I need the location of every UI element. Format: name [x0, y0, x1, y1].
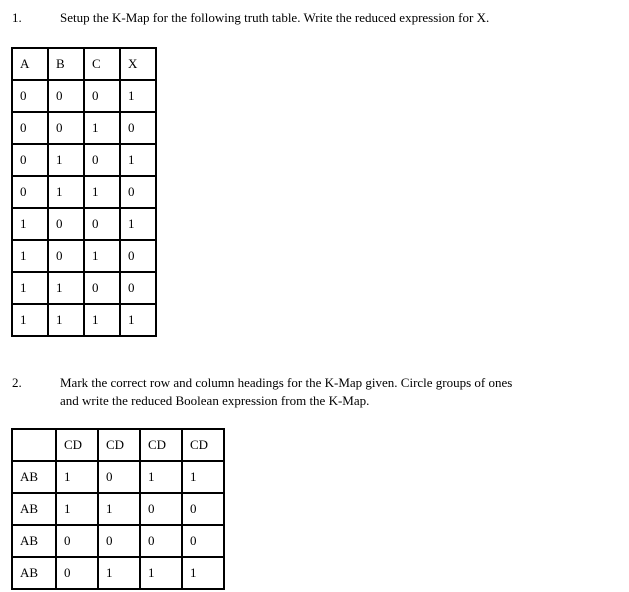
kmap-col-header: CD [98, 429, 140, 461]
truth-cell: 0 [48, 240, 84, 272]
truth-table-row [12, 240, 156, 272]
truth-cell: 0 [120, 112, 156, 144]
truth-header-c: C [84, 48, 120, 80]
kmap-cell: 1 [182, 461, 224, 493]
truth-cell: 1 [12, 304, 48, 336]
kmap-cell: 0 [98, 525, 140, 557]
question-2-line-1: Mark the correct row and column headings for the K-Map given. Circle groups of ones [60, 375, 513, 390]
kmap-row [12, 461, 224, 493]
kmap-cell: 1 [56, 461, 98, 493]
truth-header-b: B [48, 48, 84, 80]
truth-cell: 1 [120, 80, 156, 112]
kmap-cell: 1 [98, 557, 140, 589]
truth-table-row [12, 272, 156, 304]
truth-cell: 0 [12, 144, 48, 176]
truth-cell: 1 [48, 144, 84, 176]
truth-cell: 1 [48, 176, 84, 208]
truth-cell: 1 [84, 112, 120, 144]
truth-table [11, 47, 157, 337]
kmap-col-header: CD [140, 429, 182, 461]
truth-cell: 0 [12, 80, 48, 112]
truth-header-x: X [120, 48, 156, 80]
truth-table-row [12, 112, 156, 144]
truth-cell: 1 [48, 304, 84, 336]
kmap-row-header: AB [12, 525, 56, 557]
truth-cell: 0 [48, 80, 84, 112]
kmap-cell: 1 [56, 493, 98, 525]
kmap-cell: 0 [140, 525, 182, 557]
truth-cell: 1 [84, 240, 120, 272]
truth-table-row [12, 304, 156, 336]
truth-cell: 1 [120, 144, 156, 176]
question-1-number: 1. [12, 10, 22, 25]
kmap-row [12, 525, 224, 557]
truth-cell: 1 [12, 208, 48, 240]
truth-cell: 1 [12, 272, 48, 304]
kmap-cell: 1 [140, 461, 182, 493]
kmap-cell: 0 [98, 461, 140, 493]
truth-table-row [12, 208, 156, 240]
question-2-number: 2. [12, 375, 22, 390]
kmap-cell: 0 [56, 525, 98, 557]
truth-table-row [12, 80, 156, 112]
truth-header-a: A [12, 48, 48, 80]
truth-cell: 1 [12, 240, 48, 272]
kmap-row-header: AB [12, 461, 56, 493]
truth-cell: 1 [120, 208, 156, 240]
kmap-col-header: CD [182, 429, 224, 461]
kmap-col-header: CD [56, 429, 98, 461]
question-2-line-2: and write the reduced Boolean expression from the K-Map. [60, 393, 370, 408]
kmap-cell: 1 [98, 493, 140, 525]
truth-cell: 0 [120, 176, 156, 208]
truth-cell: 0 [120, 272, 156, 304]
kmap-table [11, 428, 225, 590]
truth-cell: 0 [12, 176, 48, 208]
kmap-cell: 0 [56, 557, 98, 589]
truth-cell: 1 [84, 304, 120, 336]
truth-cell: 1 [48, 272, 84, 304]
question-2-text [60, 374, 626, 410]
kmap-row [12, 557, 224, 589]
truth-table-row [12, 176, 156, 208]
truth-cell: 0 [84, 80, 120, 112]
kmap-cell: 1 [140, 557, 182, 589]
truth-cell: 0 [120, 240, 156, 272]
truth-cell: 0 [84, 144, 120, 176]
truth-cell: 1 [84, 176, 120, 208]
kmap-cell: 0 [140, 493, 182, 525]
kmap-row-header: AB [12, 557, 56, 589]
truth-table-header-row [12, 48, 156, 80]
kmap-corner-cell [12, 429, 56, 461]
kmap-cell: 1 [182, 557, 224, 589]
kmap-cell: 0 [182, 493, 224, 525]
kmap-header-row [12, 429, 224, 461]
truth-cell: 0 [48, 112, 84, 144]
truth-cell: 1 [120, 304, 156, 336]
truth-table-row [12, 144, 156, 176]
truth-cell: 0 [48, 208, 84, 240]
kmap-cell: 0 [182, 525, 224, 557]
question-1-line: Setup the K-Map for the following truth table. Write the reduced expression for X. [60, 10, 490, 25]
truth-cell: 0 [84, 272, 120, 304]
kmap-row [12, 493, 224, 525]
kmap-row-header: AB [12, 493, 56, 525]
truth-cell: 0 [12, 112, 48, 144]
question-1-text [60, 9, 626, 27]
truth-cell: 0 [84, 208, 120, 240]
